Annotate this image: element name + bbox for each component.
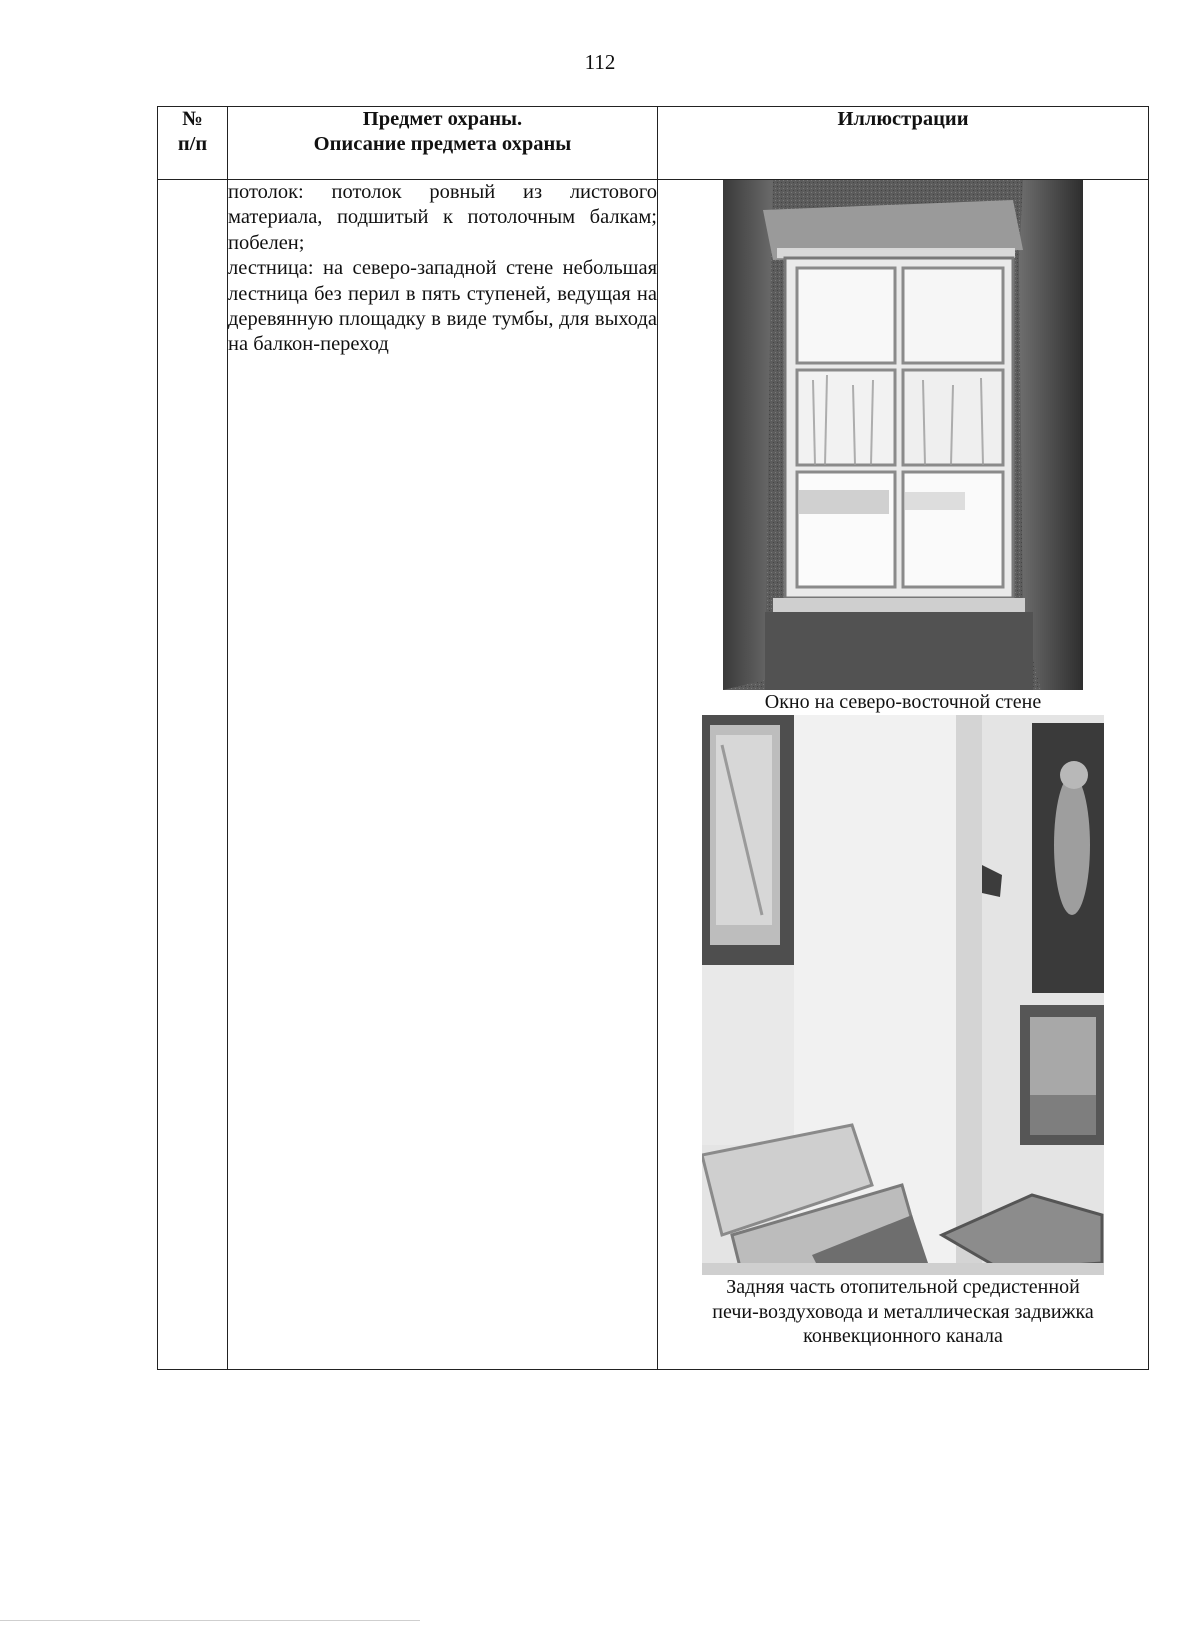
stove-caption-line3: конвекционного канала [803, 1325, 1003, 1348]
header-number [158, 107, 228, 180]
cell-number [158, 180, 228, 1370]
header-subject [228, 107, 658, 180]
stove-photo-caption [658, 1275, 1148, 1349]
header-illustrations-label: Иллюстрации [837, 108, 969, 130]
protection-table [157, 106, 1149, 1370]
scan-artifact-line [0, 1620, 420, 1621]
page-number: 112 [584, 50, 616, 74]
window-caption-line1: Окно на северо-восточной стене [764, 691, 1042, 713]
header-number-line1: № [182, 108, 203, 130]
header-subject-line1: Предмет охраны. [362, 108, 523, 130]
window-photo [723, 180, 1083, 690]
cell-illustrations [658, 180, 1149, 1370]
description-ceiling: потолок: потолок ровный из листового материала, подшитый к потолочным балкам; побелен; [228, 181, 657, 254]
table-header-row [158, 107, 1149, 180]
description-staircase: лестница: на северо-западной стене небольшая лестница без перил в пять ступеней, ведущая на деревянную площадку в виде тумбы, для выхода на балкон-переход [228, 257, 657, 356]
stove-photo [702, 715, 1104, 1275]
header-illustrations [658, 107, 1149, 180]
header-number-line2: п/п [177, 133, 208, 155]
window-photo-caption [658, 690, 1148, 715]
stove-caption-line2: печи-воздуховода и металлическая задвижка [712, 1300, 1094, 1323]
header-subject-line2: Описание предмета охраны [313, 133, 572, 155]
stove-caption-line1: Задняя часть отопительной средистенной [726, 1275, 1080, 1298]
table-row [158, 180, 1149, 1370]
cell-description [228, 180, 658, 1370]
